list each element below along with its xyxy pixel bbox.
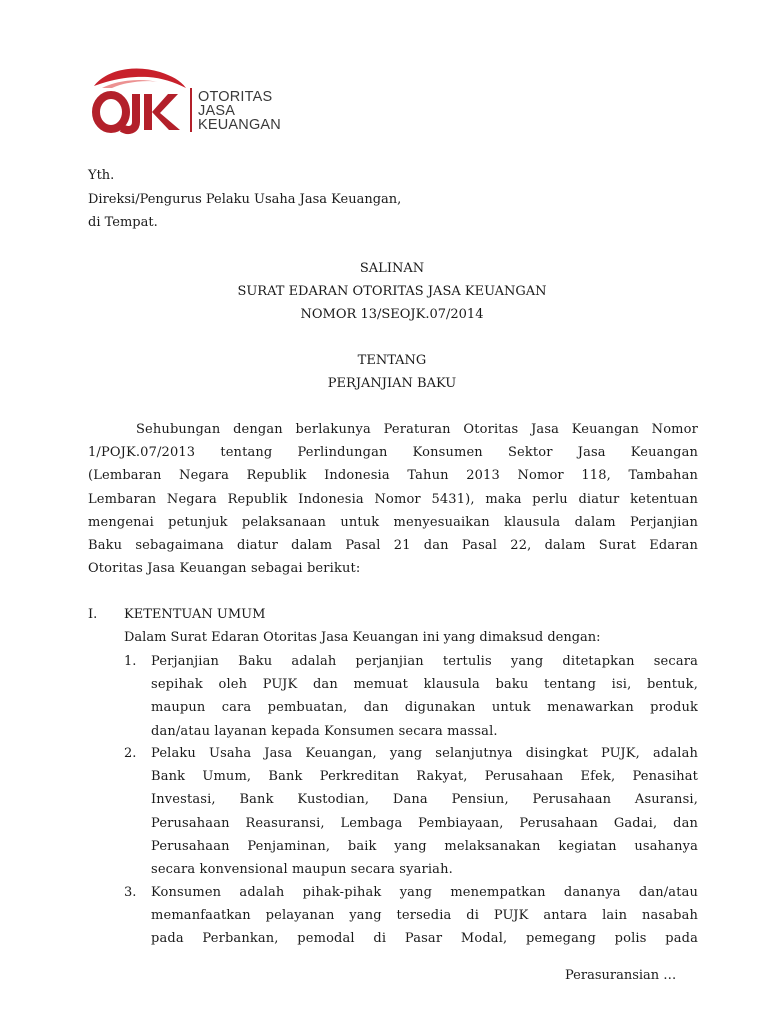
heading-tentang: TENTANG (357, 353, 427, 368)
ojk-logo (88, 66, 288, 138)
list-item-line: Perusahaan Penjaminan, baik yang melaksanakan kegiatan usahanya (151, 838, 698, 854)
list-item-line: Konsumen adalah pihak-pihak yang menempatkan dananya dan/atau (151, 885, 698, 900)
heading-number: NOMOR 13/SEOJK.07/2014 (300, 307, 484, 322)
list-item-line: Perusahaan Reasuransi, Lembaga Pembiayaan, Perusahaan Gadai, dan (151, 815, 698, 831)
list-item-line: pada Perbankan, pemodal di Pasar Modal, pemegang polis pada (151, 931, 698, 947)
intro-line: mengenai petunjuk pelaksanaan untuk menyesuaikan klausula dalam Perjanjian (88, 514, 698, 530)
section-lead: Dalam Surat Edaran Otoritas Jasa Keuangan ini yang dimaksud dengan: (124, 630, 601, 645)
ojk-logo-mark-icon (88, 66, 188, 136)
list-item-line: Pelaku Usaha Jasa Keuangan, yang selanjutnya disingkat PUJK, adalah (151, 746, 698, 761)
page-continuation: Perasuransian … (565, 968, 677, 983)
section-number: I. (88, 607, 98, 622)
intro-line: 1/POJK.07/2013 tentang Perlindungan Konsumen Sektor Jasa Keuangan (88, 445, 698, 461)
intro-line: Baku sebagaimana diatur dalam Pasal 21 dan Pasal 22, dalam Surat Edaran (88, 538, 698, 554)
list-item-line: Bank Umum, Bank Perkreditan Rakyat, Perusahaan Efek, Penasihat (151, 769, 698, 785)
list-item-line: dan/atau layanan kepada Konsumen secara massal. (151, 723, 498, 739)
list-item (151, 650, 698, 743)
logo-line-2: JASA (198, 103, 236, 119)
logo-line-1: OTORITAS (198, 89, 273, 105)
intro-line: Lembaran Negara Republik Indonesia Nomor 5431), maka perlu diatur ketentuan (88, 491, 698, 507)
logo-wordmark (198, 90, 281, 132)
heading-title: SURAT EDARAN OTORITAS JASA KEUANGAN (237, 284, 547, 299)
address-recipient: Direksi/Pengurus Pelaku Usaha Jasa Keuangan, (88, 192, 402, 207)
heading-subject: PERJANJIAN BAKU (327, 376, 457, 391)
logo-line-3: KEUANGAN (198, 117, 281, 133)
list-item-number: 2. (124, 746, 137, 761)
address-place: di Tempat. (88, 215, 158, 230)
list-item-line: memanfaatkan pelayanan yang tersedia di PUJK antara lain nasabah (151, 908, 698, 924)
list-item-line: secara konvensional maupun secara syariah. (151, 862, 453, 878)
intro-paragraph (88, 418, 698, 580)
list-item-line: Investasi, Bank Kustodian, Dana Pensiun, Perusahaan Asuransi, (151, 792, 698, 808)
heading-salinan: SALINAN (359, 261, 425, 276)
list-item (151, 742, 698, 881)
list-item-number: 1. (124, 654, 137, 669)
intro-line: Otoritas Jasa Keuangan sebagai berikut: (88, 561, 361, 577)
list-item-number: 3. (124, 885, 137, 900)
logo-divider (190, 88, 192, 132)
section-title: KETENTUAN UMUM (124, 607, 266, 622)
list-item-line: sepihak oleh PUJK dan memuat klausula baku tentang isi, bentuk, (151, 677, 698, 693)
list-item (151, 881, 698, 951)
list-item-line: maupun cara pembuatan, dan digunakan untuk menawarkan produk (151, 700, 698, 716)
intro-line: (Lembaran Negara Republik Indonesia Tahun 2013 Nomor 118, Tambahan (88, 468, 698, 484)
list-item-line: Perjanjian Baku adalah perjanjian tertulis yang ditetapkan secara (151, 654, 698, 669)
address-yth: Yth. (88, 168, 115, 183)
intro-line: Sehubungan dengan berlakunya Peraturan Otoritas Jasa Keuangan Nomor (136, 422, 698, 437)
